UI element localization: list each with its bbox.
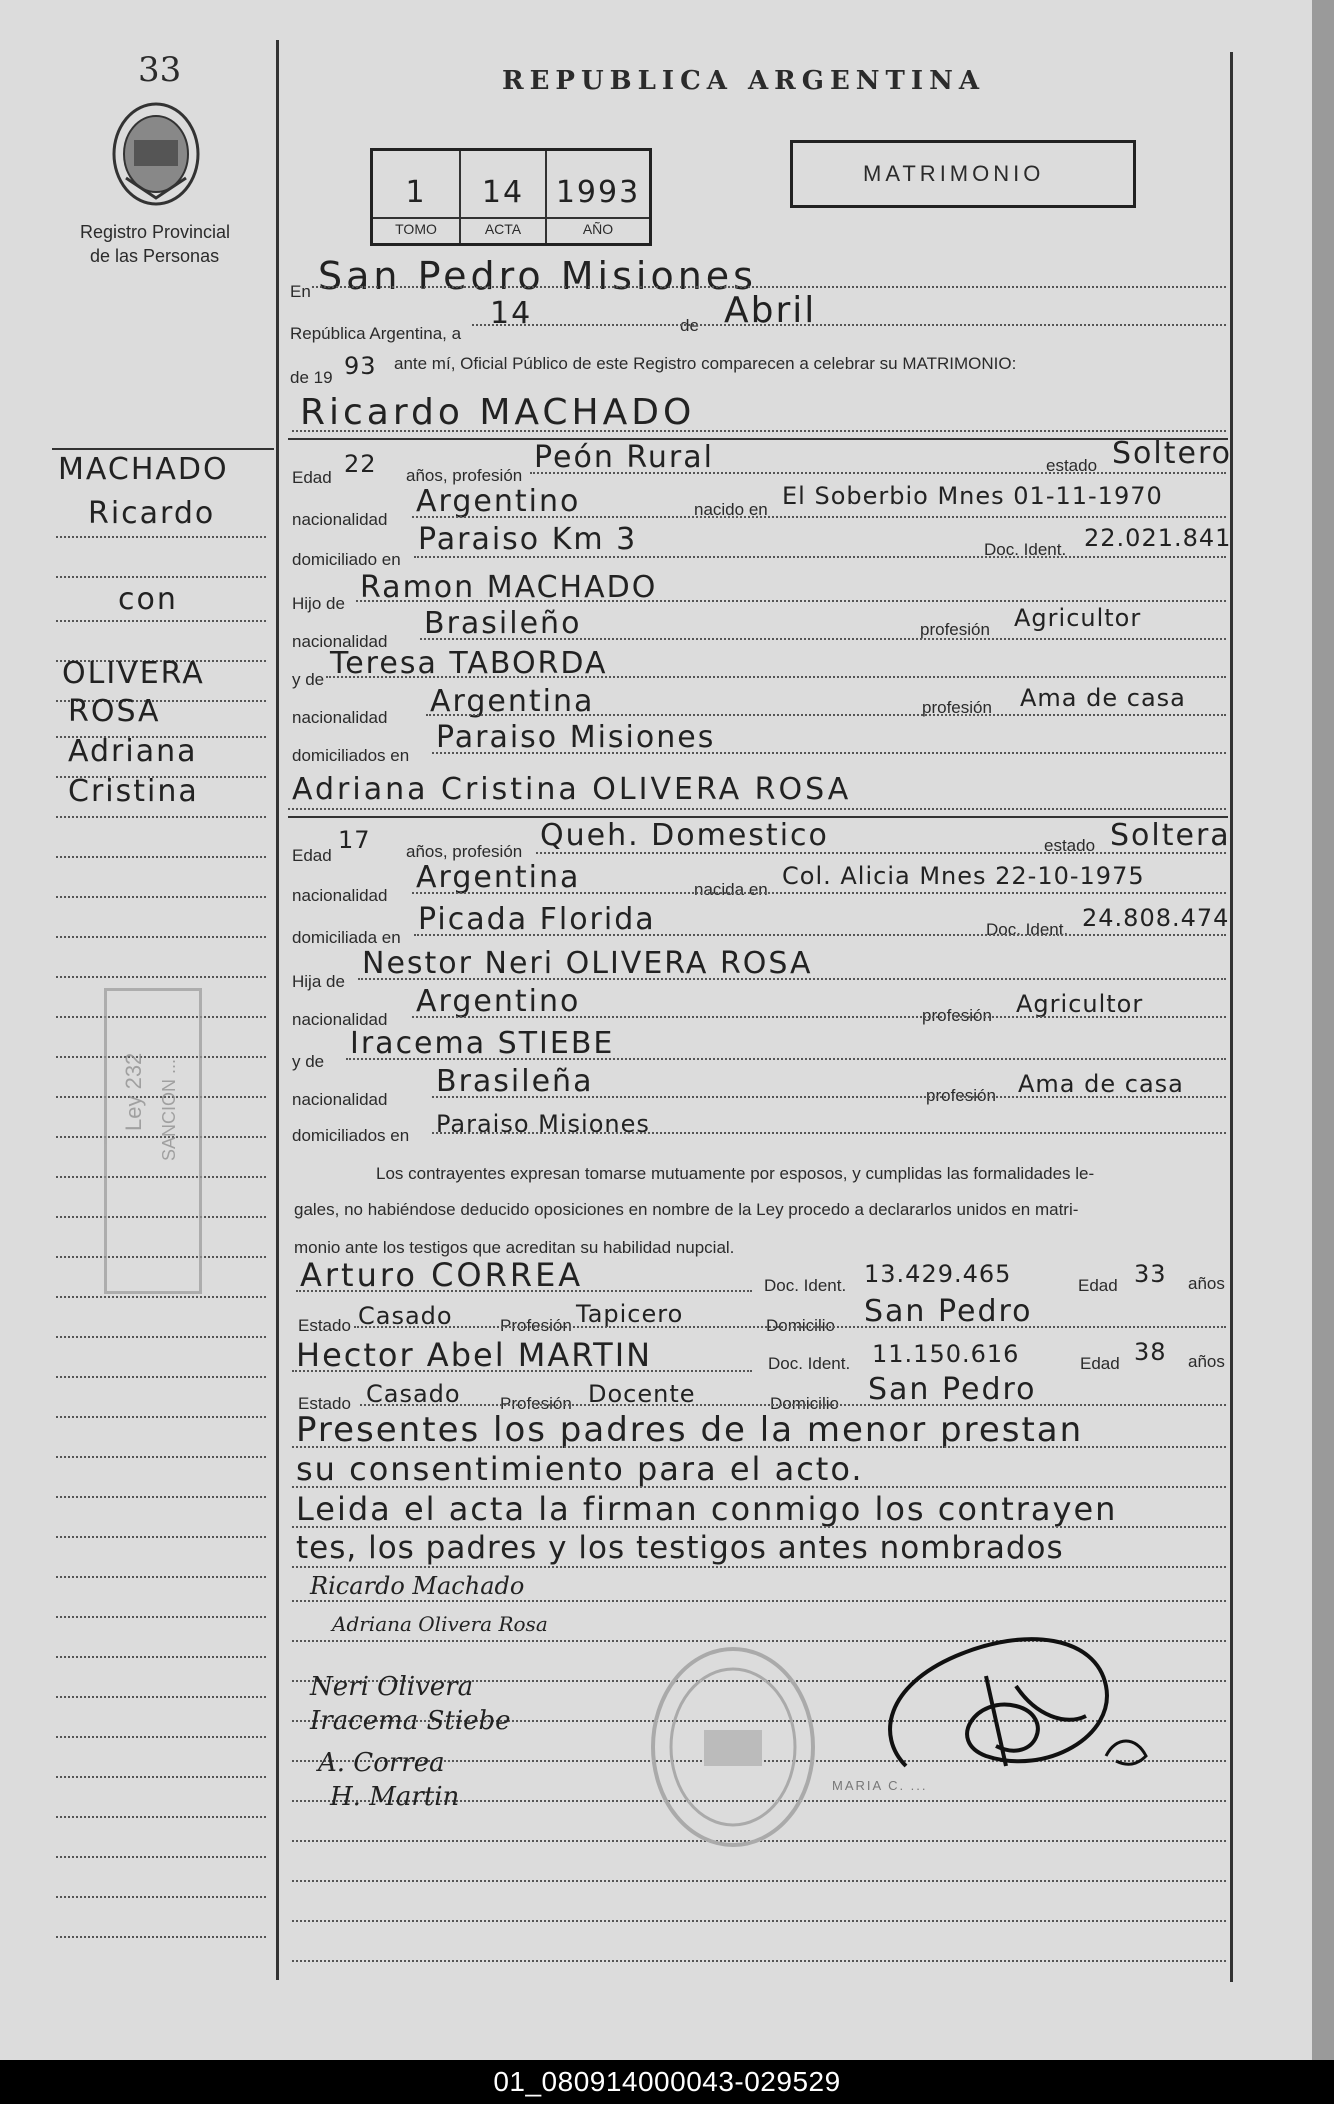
field-line xyxy=(536,852,1226,854)
edad-label: Edad xyxy=(1080,1354,1120,1373)
witness-name: Arturo CORREA xyxy=(300,1256,584,1294)
bride-domicile: Picada Florida xyxy=(418,902,656,937)
groom-name: Ricardo MACHADO xyxy=(300,392,696,433)
signature-mother: Iracema Stiebe xyxy=(310,1706,511,1736)
en-label: En xyxy=(290,282,311,301)
registry-name-line1: Registro Provincial xyxy=(80,222,231,242)
witness-domicile: San Pedro xyxy=(864,1294,1033,1329)
record-box xyxy=(370,148,652,246)
field-line xyxy=(420,638,1226,640)
margin-dotted-line xyxy=(56,1496,266,1498)
margin-dotted-line xyxy=(56,576,266,578)
y-de-label: y de xyxy=(292,670,325,689)
image-id-bar: 01_080914000043-029529 xyxy=(0,2060,1334,2104)
margin-dotted-line xyxy=(56,1696,266,1698)
acta-label: ACTA xyxy=(484,221,522,237)
bride-mother-profession: Ama de casa xyxy=(1018,1070,1184,1098)
domiciliado-label: domiciliado en xyxy=(292,550,401,569)
de-label: de xyxy=(680,316,699,335)
groom-mother-nationality: Argentina xyxy=(430,684,595,719)
witness-profession: Tapicero xyxy=(576,1300,684,1328)
groom-domicile: Paraiso Km 3 xyxy=(418,522,638,557)
field-line xyxy=(412,516,1226,518)
official-signature-icon xyxy=(866,1616,1166,1806)
nacido-label: nacido en xyxy=(694,500,768,519)
anos-profesion-label: años, profesión xyxy=(406,466,523,485)
note-line: Presentes los padres de la menor prestan xyxy=(296,1410,1084,1450)
domiciliada-label: domiciliada en xyxy=(292,928,401,947)
margin-name: MACHADO xyxy=(58,452,229,487)
groom-mother: Teresa TABORDA xyxy=(330,646,608,681)
ceremony-place: San Pedro Misiones xyxy=(318,254,757,298)
field-line xyxy=(296,1290,752,1292)
right-border-rule xyxy=(1230,52,1233,1982)
signature-father: Neri Olivera xyxy=(310,1672,474,1702)
year-prefix: de 19 xyxy=(290,368,333,387)
estado-label: estado xyxy=(1046,456,1098,475)
signature-line xyxy=(292,1600,1226,1602)
margin-dotted-line xyxy=(56,856,266,858)
field-line xyxy=(292,1486,1226,1488)
witness-age: 33 xyxy=(1134,1260,1167,1288)
margin-top-rule xyxy=(52,448,274,450)
domiciliados-label: domiciliados en xyxy=(292,1126,410,1145)
doc-ident-label: Doc. Ident. xyxy=(984,540,1067,559)
page-number: 33 xyxy=(138,50,182,90)
groom-age: 22 xyxy=(344,450,377,478)
estado-label: Estado xyxy=(298,1316,351,1335)
witness-name: Hector Abel MARTIN xyxy=(296,1336,653,1374)
bride-father-profession: Agricultor xyxy=(1016,990,1144,1018)
bride-mother-nationality: Brasileña xyxy=(436,1064,594,1099)
intro-statement: ante mí, Oficial Público de este Registro comparecen a celebrar su MATRIMONIO: xyxy=(394,354,1017,373)
field-line xyxy=(432,752,1226,754)
law-stamp-text: Ley 232 xyxy=(121,1052,146,1131)
nacida-label: nacida en xyxy=(694,880,768,899)
law-stamp xyxy=(104,988,202,1294)
margin-dotted-line xyxy=(56,976,266,978)
edad-label: Edad xyxy=(292,846,332,865)
profesion-label: profesión xyxy=(920,620,990,639)
field-line xyxy=(288,808,1226,810)
profesion-label: profesión xyxy=(922,1006,992,1025)
declaration-line: monio ante los testigos que acreditan su habilidad nupcial. xyxy=(294,1238,735,1257)
ceremony-day: 14 xyxy=(490,296,533,331)
groom-birthplace: El Soberbio Mnes 01-11-1970 xyxy=(782,482,1163,510)
margin-name: Cristina xyxy=(68,774,199,809)
groom-father-nationality: Brasileño xyxy=(424,606,582,641)
acta-value: 14 xyxy=(481,175,525,210)
field-line xyxy=(292,430,1226,432)
bride-birthplace: Col. Alicia Mnes 22-10-1975 xyxy=(782,862,1145,890)
groom-father-profession: Agricultor xyxy=(1014,604,1142,632)
profesion-label: profesión xyxy=(926,1086,996,1105)
field-line xyxy=(530,472,1226,474)
nacionalidad-label: nacionalidad xyxy=(292,1090,388,1109)
edad-label: Edad xyxy=(292,468,332,487)
act-type: MATRIMONIO xyxy=(863,161,1045,186)
field-line xyxy=(414,556,1226,558)
signature-witness-1: A. Correa xyxy=(318,1748,445,1778)
hijo-de-label: Hijo de xyxy=(292,594,345,613)
signature-bride: Adriana Olivera Rosa xyxy=(332,1612,548,1636)
field-line xyxy=(354,1326,1226,1328)
margin-dotted-line xyxy=(56,1776,266,1778)
witness-domicile: San Pedro xyxy=(868,1372,1037,1407)
bride-father: Nestor Neri OLIVERA ROSA xyxy=(362,946,813,981)
groom-profession: Peón Rural xyxy=(534,440,714,475)
margin-dotted-line xyxy=(56,1296,266,1298)
margin-dotted-line xyxy=(56,1936,266,1938)
anos-label: años xyxy=(1188,1352,1225,1371)
field-line xyxy=(292,1446,1226,1448)
margin-dotted-line xyxy=(56,1336,266,1338)
tomo-value: 1 xyxy=(405,175,427,210)
witness-age: 38 xyxy=(1134,1338,1167,1366)
field-line xyxy=(432,1096,1226,1098)
witness-doc: 11.150.616 xyxy=(872,1340,1020,1368)
section-rule xyxy=(288,438,1228,440)
margin-dotted-line xyxy=(56,536,266,538)
note-line: su consentimiento para el acto. xyxy=(296,1450,864,1488)
law-stamp-text: SANCION ... xyxy=(159,1058,179,1161)
profesion-label: profesión xyxy=(922,698,992,717)
ceremony-month: Abril xyxy=(724,290,817,331)
groom-mother-profession: Ama de casa xyxy=(1020,684,1186,712)
margin-dotted-line xyxy=(56,620,266,622)
bride-doc: 24.808.474 xyxy=(1082,904,1230,932)
official-stamp-text: MARIA C. ... xyxy=(832,1778,928,1793)
provincial-seal-icon xyxy=(110,100,202,208)
declaration-line: gales, no habiéndose deducido oposiciones en nombre de la Ley procedo a declararlos unidos en matri- xyxy=(294,1200,1079,1219)
estado-label: Estado xyxy=(298,1394,351,1413)
margin-name: con xyxy=(118,582,178,617)
note-line: Leida el acta la firman conmigo los contrayen xyxy=(296,1490,1118,1528)
field-line xyxy=(346,1058,1226,1060)
margin-name: Ricardo xyxy=(88,496,216,531)
field-line xyxy=(414,934,1226,936)
witness-estado: Casado xyxy=(366,1380,461,1408)
margin-dotted-line xyxy=(56,1856,266,1858)
witness-doc: 13.429.465 xyxy=(864,1260,1012,1288)
groom-father: Ramon MACHADO xyxy=(360,570,658,605)
margin-dotted-line xyxy=(56,1576,266,1578)
bride-estado: Soltera xyxy=(1110,818,1231,853)
domicilio-label: Domicilio xyxy=(766,1316,835,1335)
anos-profesion-label: años, profesión xyxy=(406,842,523,861)
margin-dotted-line xyxy=(56,816,266,818)
field-line xyxy=(360,1404,1226,1406)
republica-label: República Argentina, a xyxy=(290,324,462,343)
groom-parents-domicile: Paraiso Misiones xyxy=(436,720,716,755)
margin-name: ROSA xyxy=(68,694,161,729)
margin-dotted-line xyxy=(56,1536,266,1538)
record-box-divider xyxy=(373,217,649,219)
doc-ident-label: Doc. Ident. xyxy=(986,920,1069,939)
anio-value: 1993 xyxy=(555,175,641,210)
field-line xyxy=(426,714,1226,716)
note-line: tes, los padres y los testigos antes nombrados xyxy=(296,1530,1064,1566)
nacionalidad-label: nacionalidad xyxy=(292,632,388,651)
nacionalidad-label: nacionalidad xyxy=(292,510,388,529)
y-de-label: y de xyxy=(292,1052,325,1071)
signature-witness-2: H. Martin xyxy=(330,1782,460,1812)
anio-label: AÑO xyxy=(582,221,614,237)
bride-profession: Queh. Domestico xyxy=(540,818,829,853)
signature-line xyxy=(292,1880,1226,1882)
domiciliados-label: domiciliados en xyxy=(292,746,410,765)
field-line xyxy=(472,324,1226,326)
witness-profession: Docente xyxy=(588,1380,696,1408)
field-line xyxy=(292,1370,752,1372)
bride-nationality: Argentina xyxy=(416,860,581,895)
signature-line xyxy=(292,1960,1226,1962)
profesion-label: Profesión xyxy=(500,1394,572,1413)
margin-dotted-line xyxy=(56,1416,266,1418)
ceremony-year: 93 xyxy=(344,352,377,380)
field-line xyxy=(292,1566,1226,1568)
anos-label: años xyxy=(1188,1274,1225,1293)
margin-name: Adriana xyxy=(68,734,198,769)
signature-groom: Ricardo Machado xyxy=(310,1572,525,1600)
registry-name-line2: de las Personas xyxy=(90,246,220,266)
nacionalidad-label: nacionalidad xyxy=(292,1010,388,1029)
margin-dotted-line xyxy=(56,1656,266,1658)
field-line xyxy=(312,286,1226,288)
margin-dotted-line xyxy=(56,1896,266,1898)
field-line xyxy=(412,892,1226,894)
margin-dotted-line xyxy=(56,896,266,898)
bride-father-nationality: Argentino xyxy=(416,984,581,1019)
groom-doc: 22.021.841 xyxy=(1084,524,1232,552)
doc-ident-label: Doc. Ident. xyxy=(768,1354,851,1373)
groom-estado: Soltero xyxy=(1112,436,1232,471)
official-seal-stamp-icon xyxy=(648,1644,818,1850)
declaration-line: Los contrayentes expresan tomarse mutuamente por esposos, y cumplidas las formalidades le- xyxy=(376,1164,1095,1183)
domicilio-label: Domicilio xyxy=(770,1394,839,1413)
margin-name: OLIVERA xyxy=(62,656,205,691)
tomo-label: TOMO xyxy=(395,221,437,237)
field-line xyxy=(432,1132,1226,1134)
edad-label: Edad xyxy=(1078,1276,1118,1295)
field-line xyxy=(358,978,1226,980)
bride-parents-domicile: Paraiso Misiones xyxy=(436,1110,650,1138)
estado-label: estado xyxy=(1044,836,1096,855)
field-line xyxy=(412,1016,1226,1018)
country-title: REPUBLICA ARGENTINA xyxy=(502,66,986,96)
margin-dotted-line xyxy=(56,1816,266,1818)
profesion-label: Profesión xyxy=(500,1316,572,1335)
signature-line xyxy=(292,1920,1226,1922)
bride-mother: Iracema STIEBE xyxy=(350,1026,615,1061)
groom-nationality: Argentino xyxy=(416,484,581,519)
margin-dotted-line xyxy=(56,1456,266,1458)
hija-de-label: Hija de xyxy=(292,972,345,991)
left-column-rule xyxy=(276,40,279,1980)
bride-name: Adriana Cristina OLIVERA ROSA xyxy=(292,772,852,807)
nacionalidad-label: nacionalidad xyxy=(292,886,388,905)
act-type-box xyxy=(790,140,1136,208)
bride-age: 17 xyxy=(338,826,371,854)
margin-dotted-line xyxy=(56,1736,266,1738)
binding-edge xyxy=(1312,0,1334,2060)
field-line xyxy=(292,1526,1226,1528)
margin-dotted-line xyxy=(56,1616,266,1618)
margin-dotted-line xyxy=(56,1376,266,1378)
margin-dotted-line xyxy=(56,936,266,938)
field-line xyxy=(326,676,1226,678)
nacionalidad-label: nacionalidad xyxy=(292,708,388,727)
doc-ident-label: Doc. Ident. xyxy=(764,1276,847,1295)
witness-estado: Casado xyxy=(358,1302,453,1330)
field-line xyxy=(356,600,1226,602)
